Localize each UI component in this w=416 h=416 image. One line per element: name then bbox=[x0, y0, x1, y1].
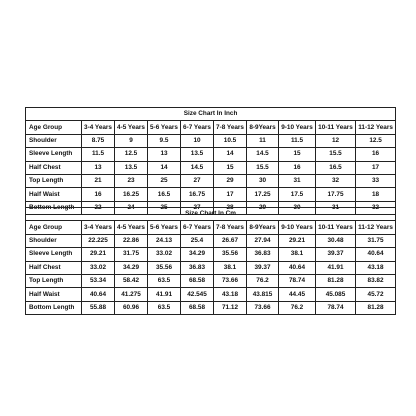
table-header-row bbox=[26, 121, 396, 134]
table-cell: 15 bbox=[279, 148, 316, 161]
table-cell: 23 bbox=[115, 174, 148, 187]
table-cell: 16 bbox=[82, 188, 115, 201]
table-cell: 9 bbox=[115, 134, 148, 147]
table-cell: 43.815 bbox=[247, 288, 279, 301]
table-cell: 17 bbox=[356, 161, 396, 174]
table-cell: 26.67 bbox=[214, 234, 247, 247]
table-cell: 39.37 bbox=[247, 261, 279, 274]
table-cell: 40.64 bbox=[82, 288, 115, 301]
table-cell: 14.5 bbox=[247, 148, 279, 161]
table-cell: 17.5 bbox=[279, 188, 316, 201]
age-column-header: 9-10 Years bbox=[279, 121, 316, 134]
table-cell: 21 bbox=[82, 174, 115, 187]
size-chart-inch-table bbox=[25, 107, 396, 215]
table-cell: 63.5 bbox=[148, 301, 181, 314]
table-cell: 17 bbox=[214, 188, 247, 201]
table-cell: 8.75 bbox=[82, 134, 115, 147]
table-title: Size Chart In Cm bbox=[26, 208, 396, 221]
row-label: Top Length bbox=[26, 174, 82, 187]
table-cell: 34.29 bbox=[181, 248, 214, 261]
table-cell: 36.83 bbox=[181, 261, 214, 274]
table-cell: 22 bbox=[82, 201, 115, 214]
table-cell: 53.34 bbox=[82, 274, 115, 287]
row-label: Bottom Length bbox=[26, 301, 82, 314]
age-column-header: 7-8 Years bbox=[214, 221, 247, 234]
table-cell: 33.02 bbox=[148, 248, 181, 261]
table-row bbox=[26, 261, 396, 274]
table-cell: 16.5 bbox=[316, 161, 356, 174]
table-row bbox=[26, 301, 396, 314]
table-cell: 43.18 bbox=[356, 261, 396, 274]
table-cell: 35.56 bbox=[214, 248, 247, 261]
row-label: Bottom Length bbox=[26, 201, 82, 214]
table-cell: 78.74 bbox=[279, 274, 316, 287]
table-cell: 71.12 bbox=[214, 301, 247, 314]
table-cell: 30 bbox=[247, 174, 279, 187]
table-cell: 11.5 bbox=[82, 148, 115, 161]
table-header-row bbox=[26, 221, 396, 234]
table-cell: 41.275 bbox=[115, 288, 148, 301]
age-column-header: 5-6 Years bbox=[148, 221, 181, 234]
row-label: Shoulder bbox=[26, 134, 82, 147]
age-column-header: 4-5 Years bbox=[115, 121, 148, 134]
table-row bbox=[26, 174, 396, 187]
table-cell: 13 bbox=[148, 148, 181, 161]
table-cell: 45.72 bbox=[356, 288, 396, 301]
table-cell: 32 bbox=[356, 201, 396, 214]
age-group-header: Age Group bbox=[26, 221, 82, 234]
age-column-header: 6-7 Years bbox=[181, 121, 214, 134]
table-cell: 15.5 bbox=[316, 148, 356, 161]
table-cell: 35.56 bbox=[148, 261, 181, 274]
table-cell: 12.5 bbox=[115, 148, 148, 161]
table-cell: 55.88 bbox=[82, 301, 115, 314]
table-cell: 17.75 bbox=[316, 188, 356, 201]
table-cell: 31 bbox=[279, 174, 316, 187]
table-cell: 34.29 bbox=[115, 261, 148, 274]
table-cell: 63.5 bbox=[148, 274, 181, 287]
table-cell: 24 bbox=[115, 201, 148, 214]
table-cell: 12.5 bbox=[356, 134, 396, 147]
table-cell: 81.28 bbox=[356, 301, 396, 314]
table-cell: 29.21 bbox=[82, 248, 115, 261]
table-cell: 11.5 bbox=[279, 134, 316, 147]
table-cell: 33.02 bbox=[82, 261, 115, 274]
age-column-header: 7-8 Years bbox=[214, 121, 247, 134]
age-column-header: 4-5 Years bbox=[115, 221, 148, 234]
table-cell: 16 bbox=[356, 148, 396, 161]
table-cell: 27 bbox=[181, 201, 214, 214]
age-column-header: 10-11 Years bbox=[316, 121, 356, 134]
table-cell: 32 bbox=[316, 174, 356, 187]
row-label: Sleeve Length bbox=[26, 248, 82, 261]
table-cell: 76.2 bbox=[279, 301, 316, 314]
row-label: Half Chest bbox=[26, 261, 82, 274]
table-row bbox=[26, 274, 396, 287]
table-cell: 36.83 bbox=[247, 248, 279, 261]
table-cell: 40.64 bbox=[356, 248, 396, 261]
table-cell: 27.94 bbox=[247, 234, 279, 247]
row-label: Shoulder bbox=[26, 234, 82, 247]
age-column-header: 6-7 Years bbox=[181, 221, 214, 234]
table-cell: 16.5 bbox=[148, 188, 181, 201]
table-cell: 12 bbox=[316, 134, 356, 147]
table-row bbox=[26, 148, 396, 161]
table-cell: 30.48 bbox=[316, 234, 356, 247]
table-cell: 83.82 bbox=[356, 274, 396, 287]
table-cell: 38.1 bbox=[279, 248, 316, 261]
table-cell: 17.25 bbox=[247, 188, 279, 201]
table-row bbox=[26, 161, 396, 174]
age-column-header: 3-4 Years bbox=[82, 121, 115, 134]
table-cell: 81.28 bbox=[316, 274, 356, 287]
table-cell: 13 bbox=[82, 161, 115, 174]
table-cell: 41.91 bbox=[316, 261, 356, 274]
table-cell: 73.66 bbox=[214, 274, 247, 287]
age-column-header: 11-12 Years bbox=[356, 221, 396, 234]
table-cell: 15 bbox=[214, 161, 247, 174]
table-cell: 42.545 bbox=[181, 288, 214, 301]
table-cell: 13.5 bbox=[115, 161, 148, 174]
table-cell: 9.5 bbox=[148, 134, 181, 147]
row-label: Top Length bbox=[26, 274, 82, 287]
table-row bbox=[26, 234, 396, 247]
table-cell: 25 bbox=[148, 201, 181, 214]
table-cell: 16.75 bbox=[181, 188, 214, 201]
table-cell: 11 bbox=[247, 134, 279, 147]
table-cell: 31.75 bbox=[115, 248, 148, 261]
table-cell: 16 bbox=[279, 161, 316, 174]
age-column-header: 11-12 Years bbox=[356, 121, 396, 134]
size-chart-cm-table bbox=[25, 207, 396, 315]
row-label: Half Waist bbox=[26, 188, 82, 201]
table-cell: 29 bbox=[214, 174, 247, 187]
table-cell: 22.86 bbox=[115, 234, 148, 247]
table-cell: 39.37 bbox=[316, 248, 356, 261]
table-cell: 29 bbox=[247, 201, 279, 214]
table-cell: 13.5 bbox=[181, 148, 214, 161]
table-cell: 10 bbox=[181, 134, 214, 147]
table-cell: 33 bbox=[356, 174, 396, 187]
table-cell: 45.085 bbox=[316, 288, 356, 301]
table-title-row bbox=[26, 208, 396, 221]
table-cell: 22.225 bbox=[82, 234, 115, 247]
table-row bbox=[26, 248, 396, 261]
table-cell: 31 bbox=[316, 201, 356, 214]
table-cell: 14 bbox=[214, 148, 247, 161]
age-group-header: Age Group bbox=[26, 121, 82, 134]
table-cell: 78.74 bbox=[316, 301, 356, 314]
age-column-header: 8-9Years bbox=[247, 121, 279, 134]
table-cell: 41.91 bbox=[148, 288, 181, 301]
table-cell: 14.5 bbox=[181, 161, 214, 174]
row-label: Half Waist bbox=[26, 288, 82, 301]
age-column-header: 5-6 Years bbox=[148, 121, 181, 134]
table-cell: 15.5 bbox=[247, 161, 279, 174]
table-cell: 27 bbox=[181, 174, 214, 187]
age-column-header: 10-11 Years bbox=[316, 221, 356, 234]
table-cell: 28 bbox=[214, 201, 247, 214]
table-cell: 30 bbox=[279, 201, 316, 214]
table-cell: 18 bbox=[356, 188, 396, 201]
table-cell: 25.4 bbox=[181, 234, 214, 247]
age-column-header: 3-4 Years bbox=[82, 221, 115, 234]
table-cell: 24.13 bbox=[148, 234, 181, 247]
row-label: Sleeve Length bbox=[26, 148, 82, 161]
table-row bbox=[26, 188, 396, 201]
table-cell: 58.42 bbox=[115, 274, 148, 287]
table-title: Size Chart In Inch bbox=[26, 108, 396, 121]
table-cell: 73.66 bbox=[247, 301, 279, 314]
table-cell: 76.2 bbox=[247, 274, 279, 287]
table-cell: 10.5 bbox=[214, 134, 247, 147]
table-row bbox=[26, 288, 396, 301]
table-cell: 16.25 bbox=[115, 188, 148, 201]
table-cell: 38.1 bbox=[214, 261, 247, 274]
age-column-header: 9-10 Years bbox=[279, 221, 316, 234]
table-cell: 44.45 bbox=[279, 288, 316, 301]
table-cell: 31.75 bbox=[356, 234, 396, 247]
table-row bbox=[26, 134, 396, 147]
table-cell: 68.58 bbox=[181, 301, 214, 314]
table-cell: 25 bbox=[148, 174, 181, 187]
table-title-row bbox=[26, 108, 396, 121]
age-column-header: 8-9Years bbox=[247, 221, 279, 234]
table-cell: 60.96 bbox=[115, 301, 148, 314]
table-cell: 68.58 bbox=[181, 274, 214, 287]
table-cell: 29.21 bbox=[279, 234, 316, 247]
table-cell: 43.18 bbox=[214, 288, 247, 301]
row-label: Half Chest bbox=[26, 161, 82, 174]
table-cell: 40.64 bbox=[279, 261, 316, 274]
table-cell: 14 bbox=[148, 161, 181, 174]
